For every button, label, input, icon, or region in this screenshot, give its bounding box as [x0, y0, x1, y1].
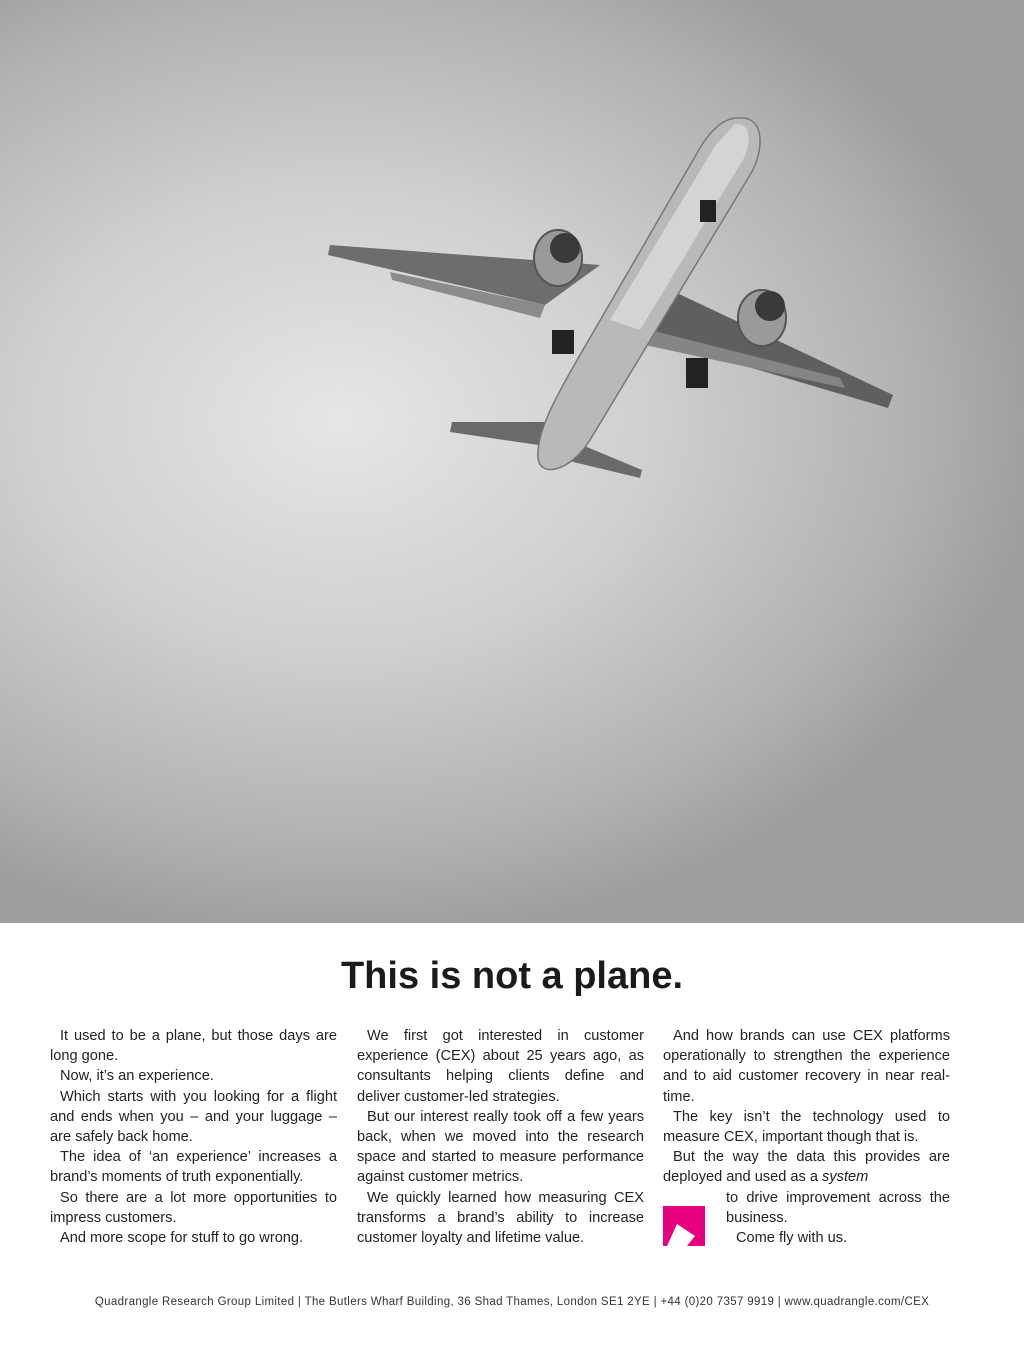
paragraph: Now, it’s an experience.: [60, 1068, 214, 1085]
headline: This is not a plane.: [340, 955, 684, 997]
paragraph: Which starts with you looking for a flight and ends when you – and your luggage – are safely back home.: [50, 1088, 337, 1146]
paragraph: to drive improvement across the business.: [726, 1189, 950, 1226]
emphasis-system: system: [822, 1169, 869, 1186]
paragraph: And how brands can use CEX platforms operationally to strengthen the experience and to aid customer recovery in near real-time.: [663, 1028, 950, 1105]
paragraph: And more scope for stuff to go wrong.: [60, 1230, 304, 1247]
paragraph-signoff: Come fly with us.: [736, 1230, 848, 1247]
body-column-2: [357, 1026, 644, 1248]
paragraph: But our interest really took off a few years back, when we moved into the research space and started to measure performance against customer metrics.: [357, 1108, 644, 1186]
paragraph: We quickly learned how measuring CEX transforms a brand’s ability to increase customer loyalty and lifetime value.: [357, 1189, 644, 1247]
paragraph-text: But the way the data this provides are deployed and used as a: [663, 1149, 950, 1186]
body-column-1: [50, 1026, 337, 1248]
paragraph: The idea of ‘an experience’ increases a brand’s moments of truth exponentially.: [50, 1149, 337, 1186]
body-column-3: [663, 1026, 950, 1248]
paragraph: It used to be a plane, but those days are long gone.: [50, 1028, 337, 1065]
paragraph: So there are a lot more opportunities to impress customers.: [50, 1189, 337, 1226]
quadrangle-logo-icon: [663, 1206, 705, 1246]
paragraph: [663, 1147, 950, 1187]
paragraph: We first got interested in customer experience (CEX) about 25 years ago, as consultants helping clients define and deliver customer-led strategies.: [357, 1028, 644, 1105]
airplane-icon: [328, 118, 893, 478]
paragraph: The key isn’t the technology used to measure CEX, important though that is.: [663, 1108, 950, 1146]
footer-contact: Quadrangle Research Group Limited | The Butlers Wharf Building, 36 Shad Thames, London SE1 2YE | +44 (0)20 7357 9919 | www.quadrangle.com/CEX: [94, 1296, 930, 1308]
